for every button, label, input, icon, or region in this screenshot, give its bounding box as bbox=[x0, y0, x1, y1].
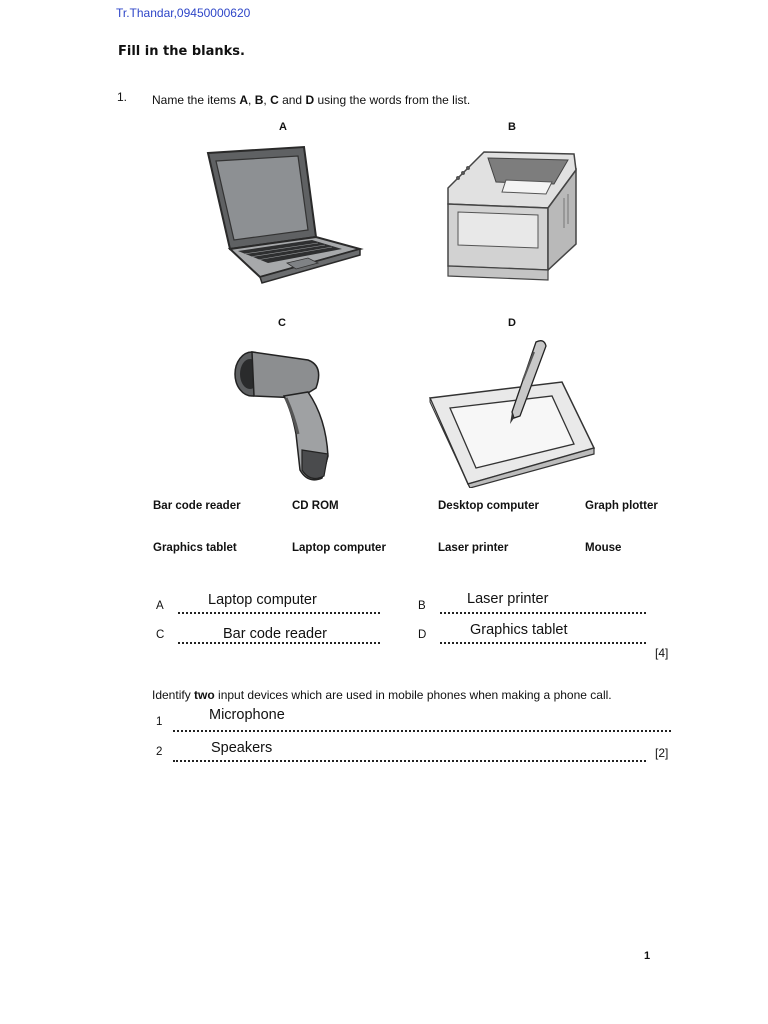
word-list-item: CD ROM bbox=[292, 500, 339, 512]
q1-text-letter-b: B bbox=[254, 93, 264, 107]
answer-text-2[interactable]: Speakers bbox=[211, 740, 273, 756]
answer-line-1 bbox=[173, 730, 671, 732]
q1-text-letter-d: D bbox=[305, 93, 315, 107]
answer-number-2: 2 bbox=[156, 746, 163, 758]
teacher-contact: Tr.Thandar,09450000620 bbox=[116, 6, 251, 20]
q2-text-emphasis: two bbox=[194, 688, 215, 702]
marks-q2: [2] bbox=[655, 746, 669, 760]
word-list-item: Graphics tablet bbox=[153, 542, 237, 554]
answer-line-c bbox=[178, 642, 380, 644]
image-label-d: D bbox=[508, 317, 516, 329]
laser-printer-icon bbox=[436, 148, 586, 283]
answer-line-2 bbox=[173, 760, 646, 762]
laptop-icon bbox=[200, 145, 365, 285]
q1-text-part: , bbox=[248, 93, 255, 107]
answer-number-1: 1 bbox=[156, 716, 163, 728]
answer-text-a[interactable]: Laptop computer bbox=[208, 592, 317, 608]
q2-text-part: input devices which are used in mobile phones when making a phone call. bbox=[214, 688, 612, 702]
answer-line-d bbox=[440, 642, 646, 644]
question-1-text bbox=[152, 93, 470, 107]
marks-q1: [4] bbox=[655, 646, 669, 660]
q1-text-part: Name the items bbox=[152, 93, 240, 107]
word-list-item: Laptop computer bbox=[292, 542, 386, 554]
answer-line-a bbox=[178, 612, 380, 614]
answer-text-1[interactable]: Microphone bbox=[209, 707, 285, 723]
word-list-item: Bar code reader bbox=[153, 500, 241, 512]
page-number: 1 bbox=[644, 950, 651, 962]
question-2-text bbox=[152, 688, 612, 702]
question-number: 1. bbox=[117, 90, 128, 104]
q1-text-letter-a: A bbox=[239, 93, 249, 107]
barcode-scanner-icon bbox=[230, 338, 340, 483]
graphics-tablet-icon bbox=[424, 336, 599, 488]
q1-text-part: using the words from the list. bbox=[314, 93, 471, 107]
word-list-item: Graph plotter bbox=[585, 500, 658, 512]
image-label-b: B bbox=[508, 121, 516, 133]
answer-letter-c: C bbox=[156, 629, 165, 641]
word-list-item: Desktop computer bbox=[438, 500, 539, 512]
answer-text-c[interactable]: Bar code reader bbox=[223, 626, 327, 642]
answer-text-d[interactable]: Graphics tablet bbox=[470, 622, 568, 638]
answer-line-b bbox=[440, 612, 646, 614]
worksheet-instruction: Fill in the blanks. bbox=[118, 44, 245, 59]
answer-letter-a: A bbox=[156, 600, 164, 612]
q1-text-part: and bbox=[278, 93, 306, 107]
answer-letter-b: B bbox=[418, 600, 426, 612]
q1-text-part: , bbox=[263, 93, 271, 107]
answer-text-b[interactable]: Laser printer bbox=[467, 591, 549, 607]
word-list-item: Mouse bbox=[585, 542, 622, 554]
image-label-c: C bbox=[278, 317, 286, 329]
word-list-item: Laser printer bbox=[438, 542, 509, 554]
image-label-a: A bbox=[279, 121, 287, 133]
q1-text-letter-c: C bbox=[270, 93, 279, 107]
q2-text-part: Identify bbox=[152, 688, 195, 702]
answer-letter-d: D bbox=[418, 629, 427, 641]
